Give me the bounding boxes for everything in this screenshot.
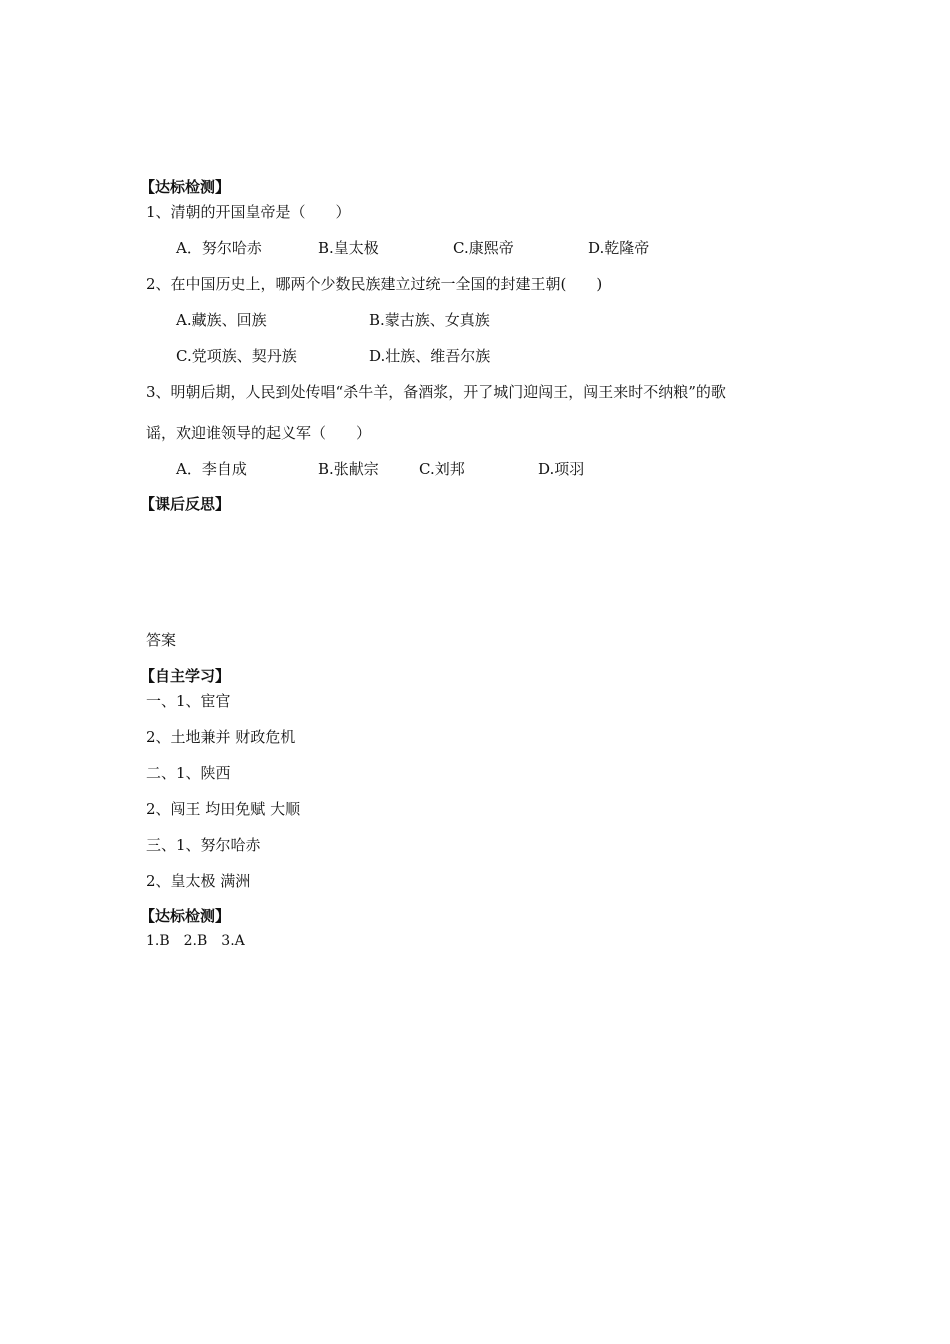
q2-option-b: B.蒙古族、女真族: [369, 311, 490, 329]
answer-line: 2、闯王 均田免赋 大顺: [146, 800, 301, 818]
answer-line: 二、1、陕西: [146, 764, 231, 782]
question-1: 1、清朝的开国皇帝是（ ）: [146, 203, 351, 221]
q3-option-c: C.刘邦: [419, 460, 465, 478]
q1-option-c: C.康熙帝: [453, 239, 514, 257]
q3-option-a: A．李自成: [176, 460, 247, 478]
reflection-heading: 【课后反思】: [140, 495, 231, 513]
answer-line: 一、1、宦官: [146, 692, 231, 710]
answer-line: 2、土地兼并 财政危机: [146, 728, 296, 746]
q1-option-b: B.皇太极: [318, 239, 379, 257]
q3-option-b: B.张献宗: [318, 460, 379, 478]
q3-option-d: D.项羽: [538, 460, 585, 478]
quiz-heading: 【达标检测】: [140, 178, 231, 196]
check-answers: 1.B 2.B 3.A: [146, 933, 245, 949]
self-study-heading: 【自主学习】: [140, 667, 231, 685]
answers-title: 答案: [146, 631, 177, 649]
q2-option-a: A.藏族、回族: [176, 311, 267, 329]
q1-option-a: A．努尔哈赤: [176, 239, 262, 257]
check-heading: 【达标检测】: [140, 907, 231, 925]
question-2: 2、在中国历史上，哪两个少数民族建立过统一全国的封建王朝( ): [146, 275, 603, 293]
question-3-line-2: 谣，欢迎谁领导的起义军（ ）: [146, 424, 372, 442]
q2-option-c: C.党项族、契丹族: [176, 347, 297, 365]
question-3-line-1: 3、明朝后期，人民到处传唱“杀牛羊，备酒浆，开了城门迎闯王，闯王来时不纳粮”的歌: [146, 383, 726, 401]
answer-line: 2、皇太极 满洲: [146, 872, 251, 890]
answer-line: 三、1、努尔哈赤: [146, 836, 261, 854]
q2-option-d: D.壮族、维吾尔族: [369, 347, 491, 365]
q1-option-d: D.乾隆帝: [588, 239, 650, 257]
